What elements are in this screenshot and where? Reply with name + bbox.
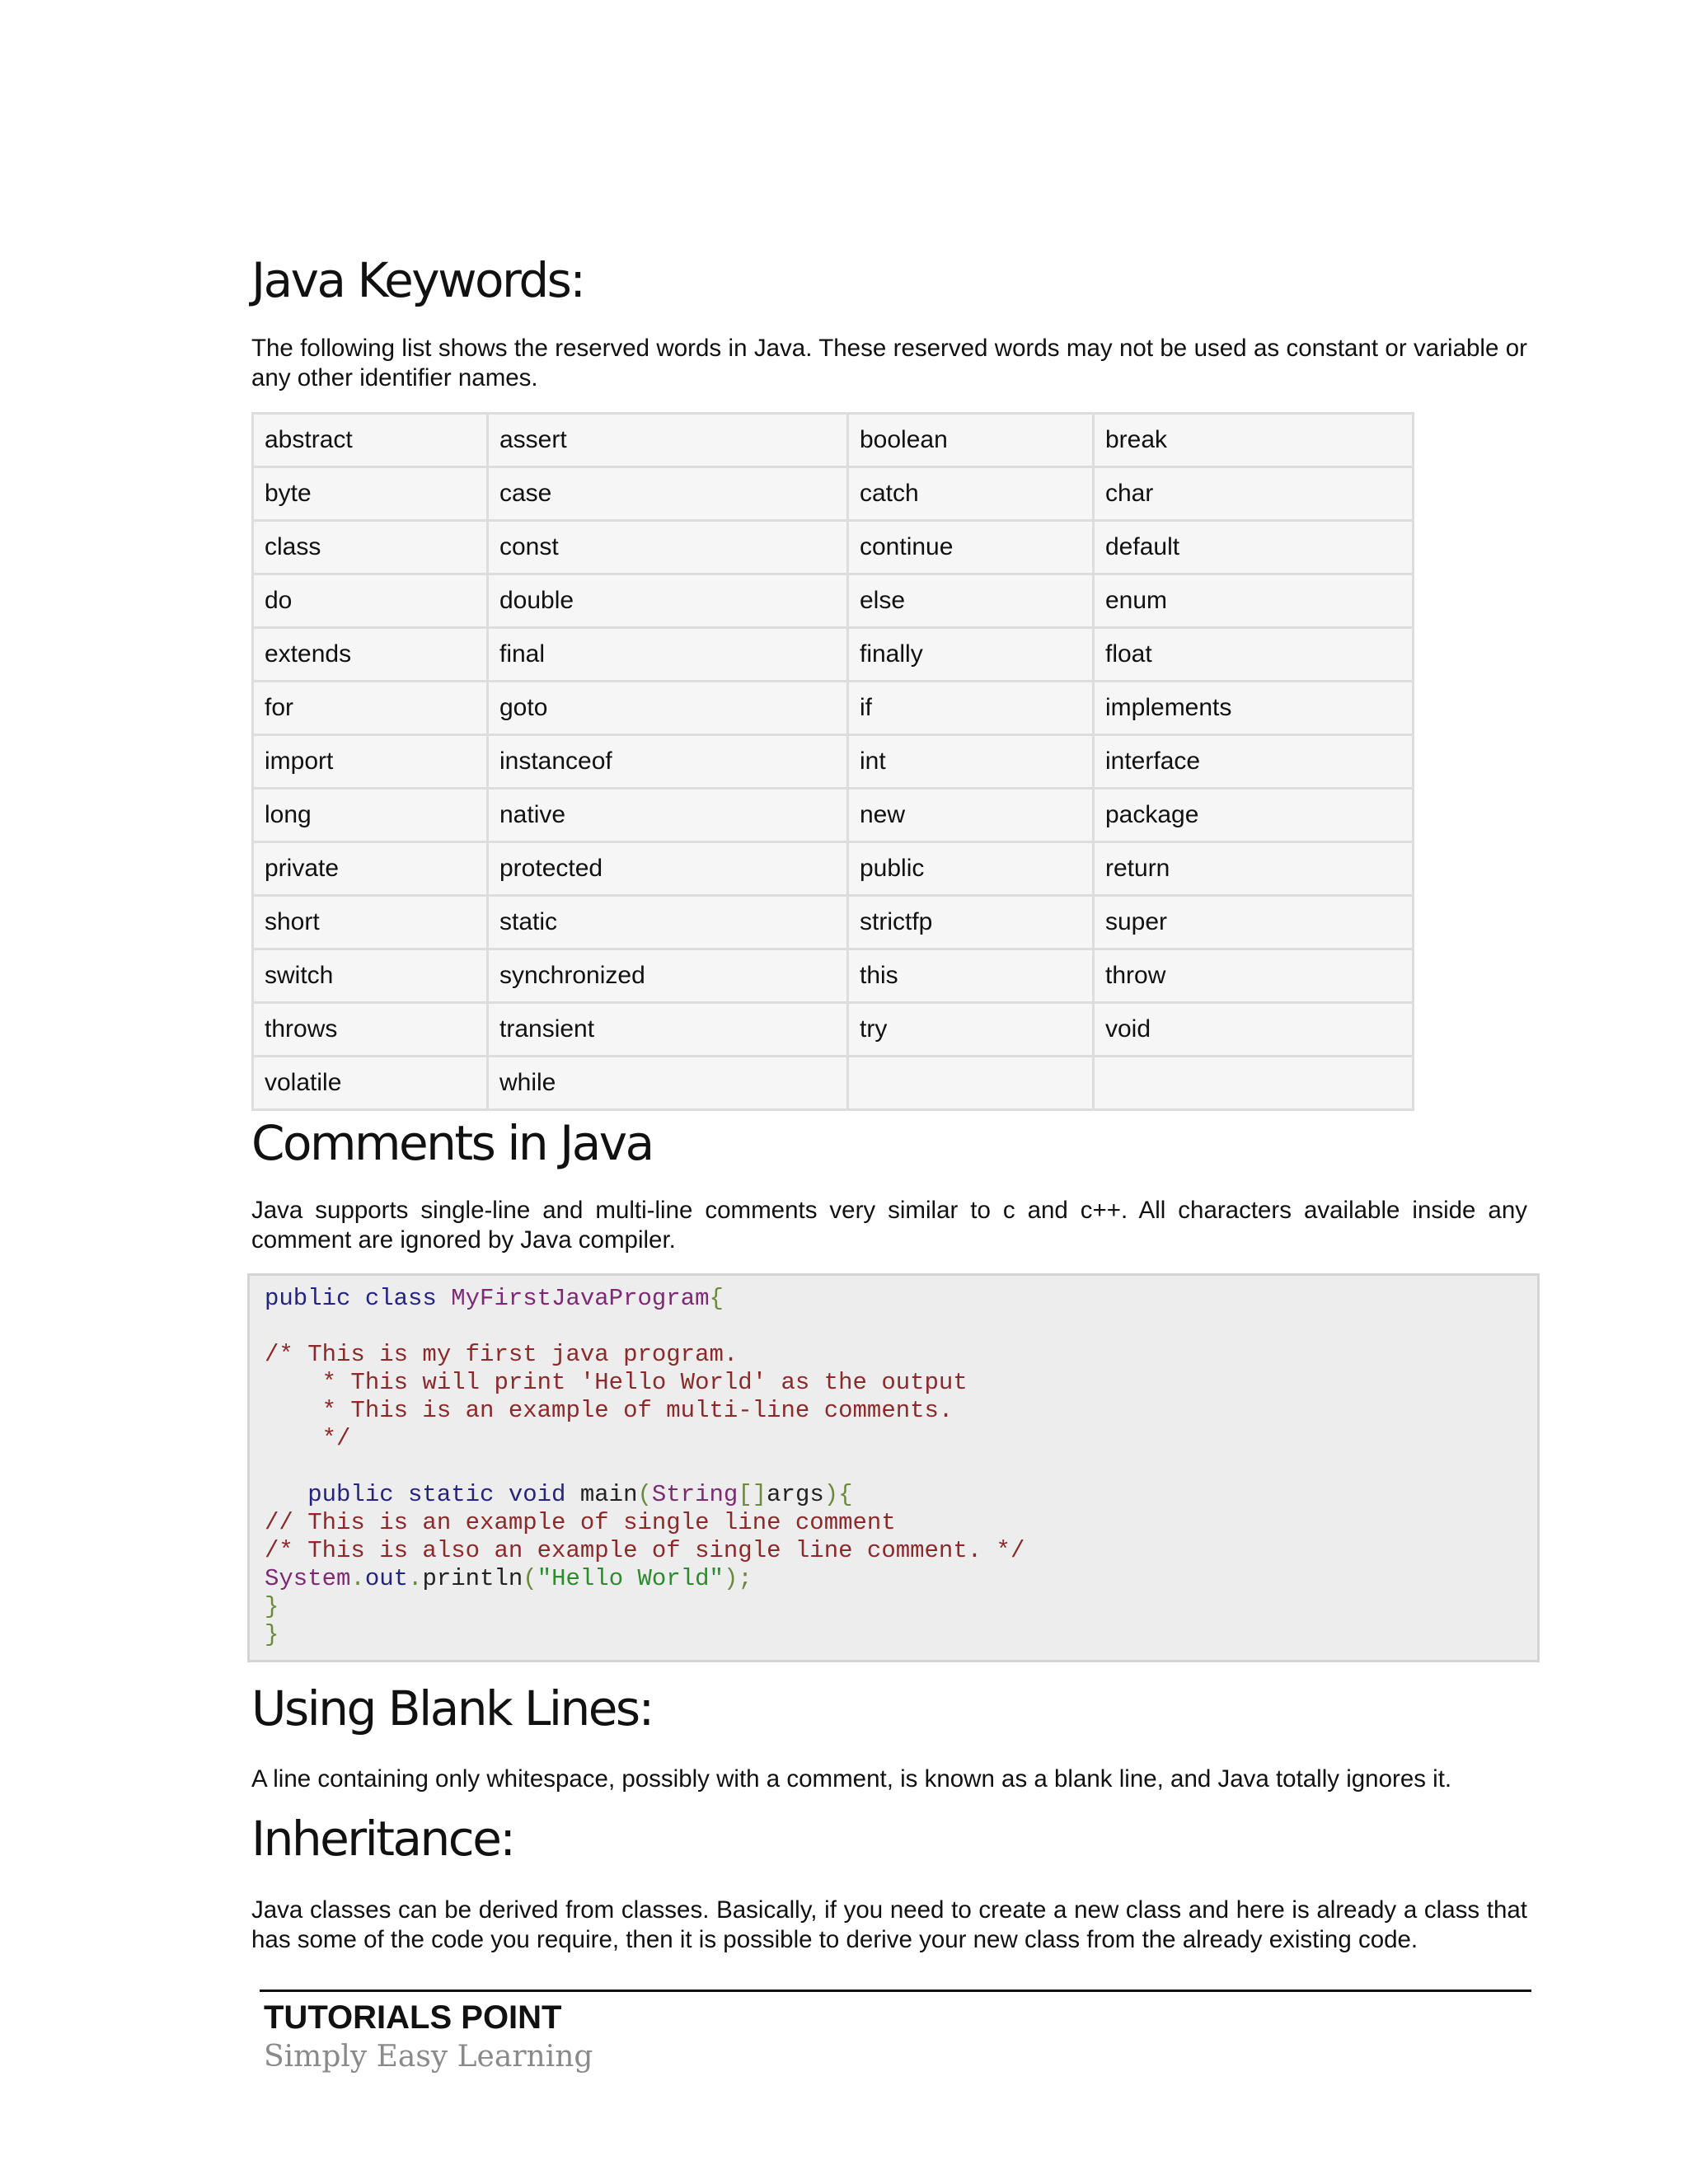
code-token: args (767, 1481, 824, 1508)
keyword-cell: else (848, 574, 1094, 628)
keyword-cell: strictfp (848, 896, 1094, 949)
table-row (253, 574, 1414, 628)
table-row (253, 896, 1414, 949)
keyword-cell: char (1094, 467, 1414, 521)
code-line-8 (265, 1481, 853, 1509)
keyword-cell: do (253, 574, 488, 628)
table-row (253, 682, 1414, 735)
table-row (253, 789, 1414, 842)
keywords-heading: Java Keywords: (251, 252, 584, 308)
keyword-cell: catch (848, 467, 1094, 521)
code-line-3: /* This is my first java program. (265, 1341, 738, 1368)
keyword-cell: super (1094, 896, 1414, 949)
keyword-cell: long (253, 789, 488, 842)
keyword-cell: int (848, 735, 1094, 789)
footer-brand: TUTORIALS POINT (264, 1999, 562, 2036)
table-row (253, 628, 1414, 682)
keyword-cell: short (253, 896, 488, 949)
keyword-cell: case (488, 467, 848, 521)
keywords-table (251, 412, 1414, 1111)
code-token: System (265, 1565, 351, 1592)
table-row (253, 1003, 1414, 1057)
footer-tagline: Simply Easy Learning (264, 2040, 593, 2074)
code-token: main (579, 1481, 638, 1508)
code-line-12: } (265, 1593, 279, 1620)
keyword-cell: instanceof (488, 735, 848, 789)
keyword-cell: implements (1094, 682, 1414, 735)
code-token: public class (265, 1285, 452, 1312)
keyword-cell: default (1094, 521, 1414, 574)
keyword-cell: try (848, 1003, 1094, 1057)
keyword-cell: float (1094, 628, 1414, 682)
keyword-cell: abstract (253, 414, 488, 467)
keyword-cell: double (488, 574, 848, 628)
code-line-11 (265, 1565, 753, 1593)
code-token: [] (738, 1481, 767, 1508)
table-row (253, 521, 1414, 574)
comments-intro: Java supports single-line and multi-line comments very similar to c and c++. All characters available inside any comment are ignored by Java compiler. (251, 1197, 1527, 1254)
keyword-cell: assert (488, 414, 848, 467)
table-row (253, 1057, 1414, 1110)
code-token: ( (523, 1565, 537, 1592)
keywords-table-body (253, 414, 1414, 1110)
code-line-1 (265, 1285, 724, 1313)
inheritance-text: Java classes can be derived from classes. Basically, if you need to create a new class and here is already a class that has some of the code you require, then it is possible to derive your new class from the already existing code. (251, 1896, 1527, 1953)
code-token: out (364, 1565, 409, 1592)
code-line-10: /* This is also an example of single line comment. */ (265, 1537, 1025, 1564)
keyword-cell: interface (1094, 735, 1414, 789)
keyword-cell: protected (488, 842, 848, 896)
table-row (253, 949, 1414, 1003)
keyword-cell: private (253, 842, 488, 896)
keyword-cell: enum (1094, 574, 1414, 628)
keyword-cell: extends (253, 628, 488, 682)
code-token: println (422, 1565, 523, 1592)
code-token: ( (637, 1481, 652, 1508)
code-line-6: */ (265, 1425, 351, 1452)
keyword-cell: goto (488, 682, 848, 735)
code-line-4: * This will print 'Hello World' as the output (265, 1369, 968, 1396)
keyword-cell: throws (253, 1003, 488, 1057)
code-token: MyFirstJavaProgram (451, 1285, 710, 1312)
code-token: ){ (823, 1481, 853, 1508)
keyword-cell: native (488, 789, 848, 842)
table-row (253, 735, 1414, 789)
keyword-cell: class (253, 521, 488, 574)
code-token: "Hello World" (537, 1565, 724, 1592)
keyword-cell: break (1094, 414, 1414, 467)
code-token: . (350, 1565, 365, 1592)
keyword-cell: transient (488, 1003, 848, 1057)
keyword-cell: switch (253, 949, 488, 1003)
code-line-9: // This is an example of single line comment (265, 1509, 896, 1536)
keyword-cell: this (848, 949, 1094, 1003)
code-token: { (709, 1285, 724, 1312)
table-row (253, 842, 1414, 896)
code-token: . (408, 1565, 423, 1592)
keyword-cell (848, 1057, 1094, 1110)
code-line-5: * This is an example of multi-line comments. (265, 1397, 954, 1424)
code-token: String (651, 1481, 738, 1508)
keyword-cell: synchronized (488, 949, 848, 1003)
keyword-cell: finally (848, 628, 1094, 682)
keyword-cell: volatile (253, 1057, 488, 1110)
code-line-13: } (265, 1621, 279, 1648)
keyword-cell: return (1094, 842, 1414, 896)
blank-lines-text: A line containing only whitespace, possibly with a comment, is known as a blank line, and Java totally ignores it. (251, 1765, 1452, 1793)
comments-heading: Comments in Java (251, 1115, 653, 1171)
keyword-cell: continue (848, 521, 1094, 574)
blank-lines-heading: Using Blank Lines: (251, 1680, 653, 1736)
footer-divider (260, 1990, 1531, 1992)
keyword-cell: final (488, 628, 848, 682)
table-row (253, 414, 1414, 467)
keyword-cell: import (253, 735, 488, 789)
code-token: public static void (265, 1481, 580, 1508)
inheritance-heading: Inheritance: (251, 1811, 514, 1867)
keyword-cell: byte (253, 467, 488, 521)
code-token: ); (723, 1565, 753, 1592)
keyword-cell: throw (1094, 949, 1414, 1003)
code-example (247, 1273, 1540, 1662)
keyword-cell (1094, 1057, 1414, 1110)
keyword-cell: boolean (848, 414, 1094, 467)
keyword-cell: for (253, 682, 488, 735)
keyword-cell: public (848, 842, 1094, 896)
table-row (253, 467, 1414, 521)
keyword-cell: void (1094, 1003, 1414, 1057)
keyword-cell: package (1094, 789, 1414, 842)
keyword-cell: new (848, 789, 1094, 842)
keyword-cell: static (488, 896, 848, 949)
keyword-cell: const (488, 521, 848, 574)
keyword-cell: if (848, 682, 1094, 735)
keyword-cell: while (488, 1057, 848, 1110)
keywords-intro: The following list shows the reserved words in Java. These reserved words may not be used as constant or variable or any other identifier names. (251, 335, 1527, 391)
